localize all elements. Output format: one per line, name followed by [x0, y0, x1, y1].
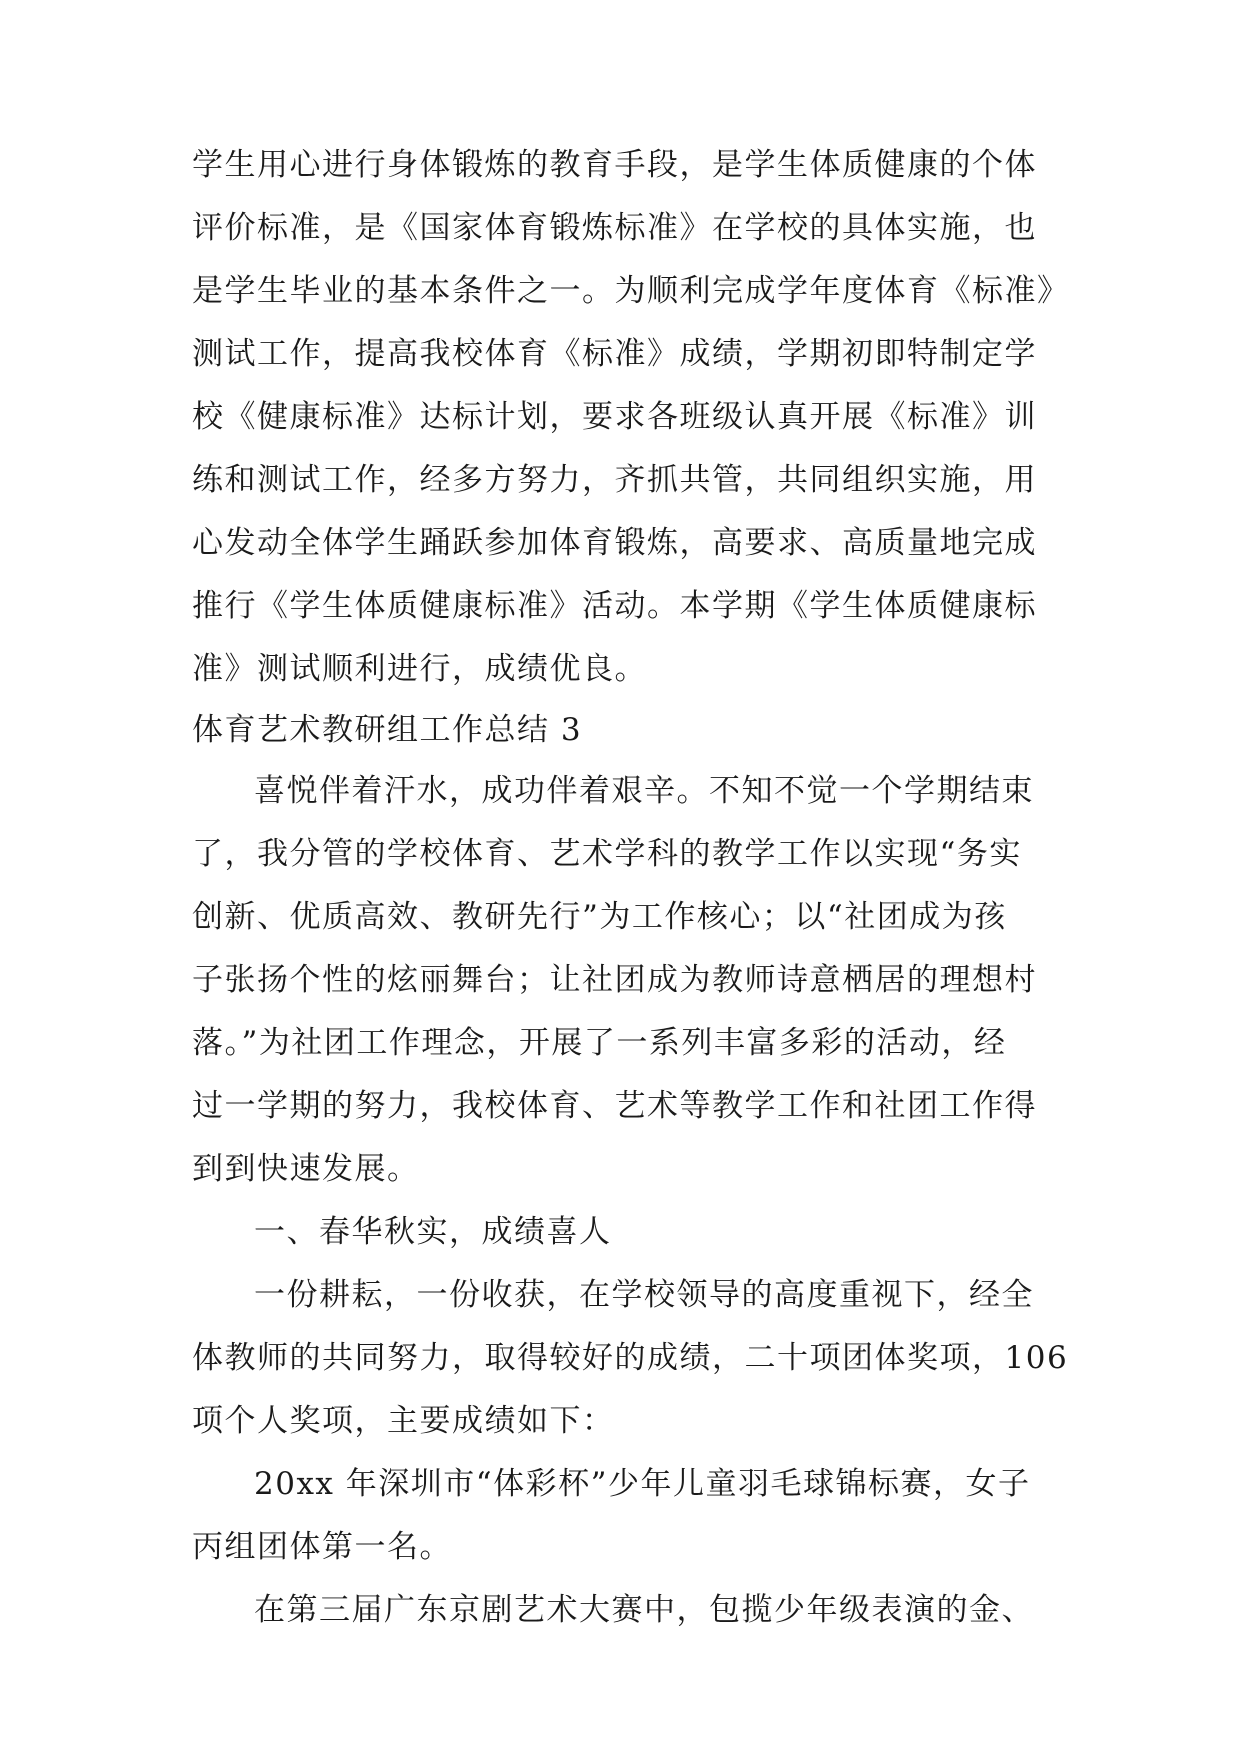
- text-line: 了，我分管的学校体育、艺术学科的教学工作以实现“务实: [192, 836, 1022, 872]
- text-line: 体教师的共同努力，取得较好的成绩，二十项团体奖项，106: [192, 1340, 1069, 1376]
- text-line: 推行《学生体质健康标准》活动。本学期《学生体质健康标: [192, 588, 1037, 624]
- text-line: 校《健康标准》达标计划，要求各班级认真开展《标准》训: [192, 399, 1037, 435]
- text-line: 练和测试工作，经多方努力，齐抓共管，共同组织实施，用: [192, 462, 1037, 498]
- text-line: 子张扬个性的炫丽舞台；让社团成为教师诗意栖居的理想村: [192, 962, 1037, 998]
- text-line: 是学生毕业的基本条件之一。为顺利完成学年度体育《标准》: [192, 273, 1070, 309]
- text-line: 创新、优质高效、教研先行”为工作核心；以“社团成为孩: [192, 899, 1007, 935]
- text-line: 到到快速发展。: [192, 1151, 420, 1187]
- text-line: 心发动全体学生踊跃参加体育锻炼，高要求、高质量地完成: [192, 525, 1037, 561]
- text-line: 喜悦伴着汗水，成功伴着艰辛。不知不觉一个学期结束: [254, 773, 1034, 809]
- text-line: 丙组团体第一名。: [192, 1529, 452, 1565]
- text-line: 过一学期的努力，我校体育、艺术等教学工作和社团工作得: [192, 1088, 1037, 1124]
- text-line: 项个人奖项，主要成绩如下：: [192, 1403, 615, 1439]
- text-line: 落。”为社团工作理念，开展了一系列丰富多彩的活动，经: [192, 1025, 1007, 1061]
- text-line: 20xx 年深圳市“体彩杯”少年儿童羽毛球锦标赛，女子: [254, 1466, 1031, 1502]
- text-line: 学生用心进行身体锻炼的教育手段，是学生体质健康的个体: [192, 147, 1037, 183]
- subsection-heading: 一、春华秋实，成绩喜人: [254, 1214, 612, 1250]
- text-line: 一份耕耘，一份收获，在学校领导的高度重视下，经全: [254, 1277, 1034, 1313]
- text-line: 评价标准，是《国家体育锻炼标准》在学校的具体实施，也: [192, 210, 1037, 246]
- text-line: 测试工作，提高我校体育《标准》成绩，学期初即特制定学: [192, 336, 1037, 372]
- text-line: 在第三届广东京剧艺术大赛中，包揽少年级表演的金、: [254, 1592, 1034, 1628]
- text-line: 准》测试顺利进行，成绩优良。: [192, 651, 647, 687]
- section-heading: 体育艺术教研组工作总结 3: [192, 712, 583, 748]
